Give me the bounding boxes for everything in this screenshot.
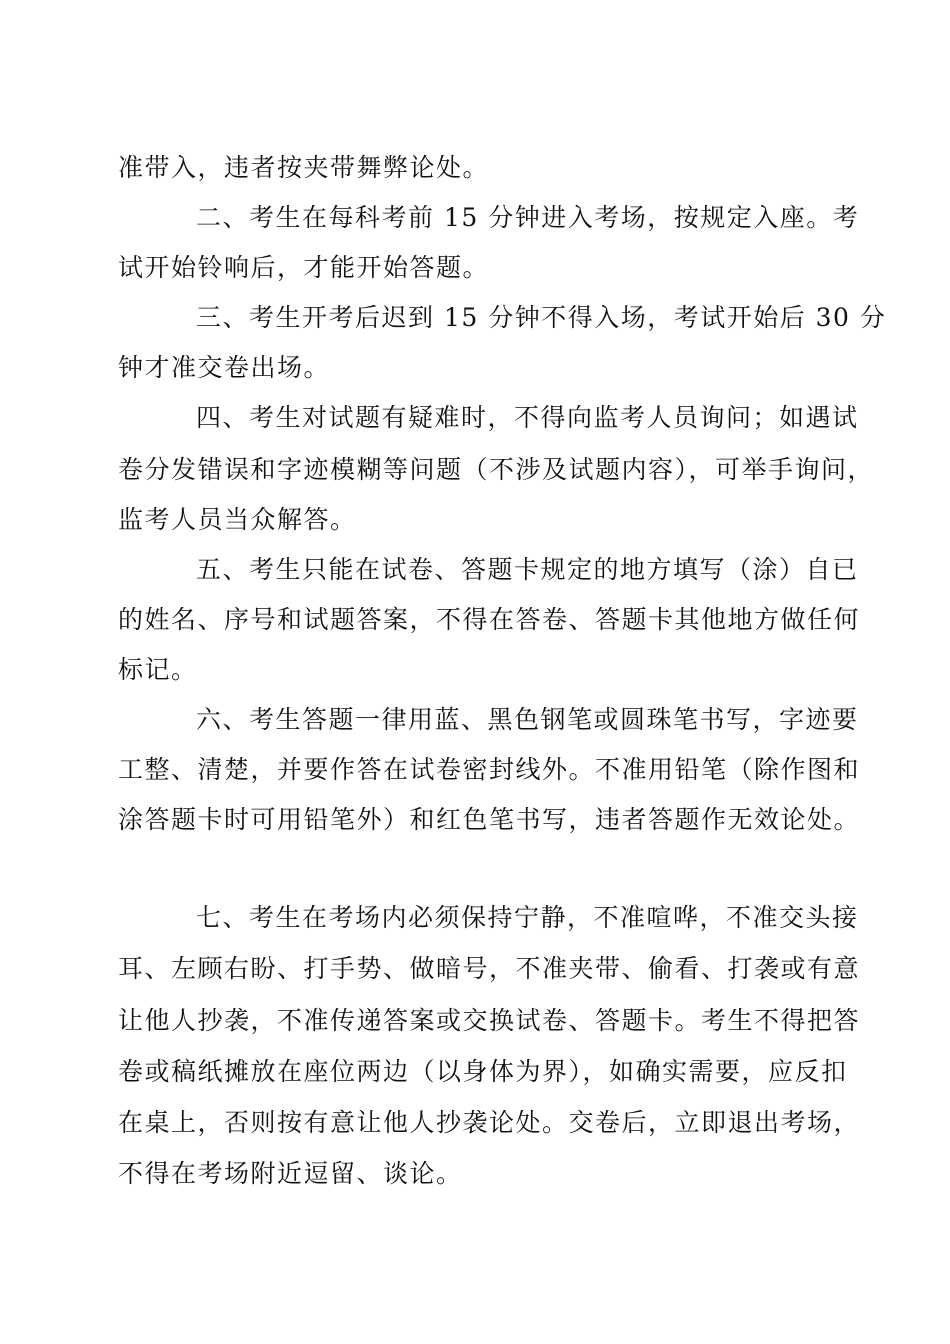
rule-7-line: 七、考生在考场内必须保持宁静，不准喧哗，不准交头接 xyxy=(196,903,859,932)
rule-5-line: 五、考生只能在试卷、答题卡规定的地方填写（涂）自已 xyxy=(196,555,859,584)
text-line: 准带入，违者按夹带舞弊论处。 xyxy=(118,153,490,182)
text-line: 监考人员当众解答。 xyxy=(118,505,357,534)
rule-3-line: 三、考生开考后迟到 15 分钟不得入场，考试开始后 30 分 xyxy=(196,303,887,332)
text-line: 工整、清楚，并要作答在试卷密封线外。不准用铅笔（除作图和 xyxy=(118,755,861,784)
text-line: 涂答题卡时可用铅笔外）和红色笔书写，违者答题作无效论处。 xyxy=(118,805,861,834)
text-line: 不得在考场附近逗留、谈论。 xyxy=(118,1159,463,1188)
text-line: 卷或稿纸摊放在座位两边（以身体为界），如确实需要，应反扣 xyxy=(118,1057,848,1086)
text-line: 让他人抄袭，不准传递答案或交换试卷、答题卡。考生不得把答 xyxy=(118,1006,861,1035)
text-line: 耳、左顾右盼、打手势、做暗号，不准夹带、偷看、打袭或有意 xyxy=(118,954,861,983)
rule-2-line: 二、考生在每科考前 15 分钟进入考场，按规定入座。考 xyxy=(196,203,860,232)
text-line: 卷分发错误和字迹模糊等问题（不涉及试题内容），可举手询问， xyxy=(118,455,875,484)
rule-4-line: 四、考生对试题有疑难时，不得向监考人员询问；如遇试 xyxy=(196,403,859,432)
text-line: 的姓名、序号和试题答案，不得在答卷、答题卡其他地方做任何 xyxy=(118,605,861,634)
text-line: 在桌上，否则按有意让他人抄袭论处。交卷后，立即退出考场， xyxy=(118,1108,861,1137)
text-line: 钟才准交卷出场。 xyxy=(118,353,331,382)
text-line: 标记。 xyxy=(118,655,198,684)
text-line: 试开始铃响后，才能开始答题。 xyxy=(118,253,490,282)
rule-6-line: 六、考生答题一律用蓝、黑色钢笔或圆珠笔书写，字迹要 xyxy=(196,705,859,734)
